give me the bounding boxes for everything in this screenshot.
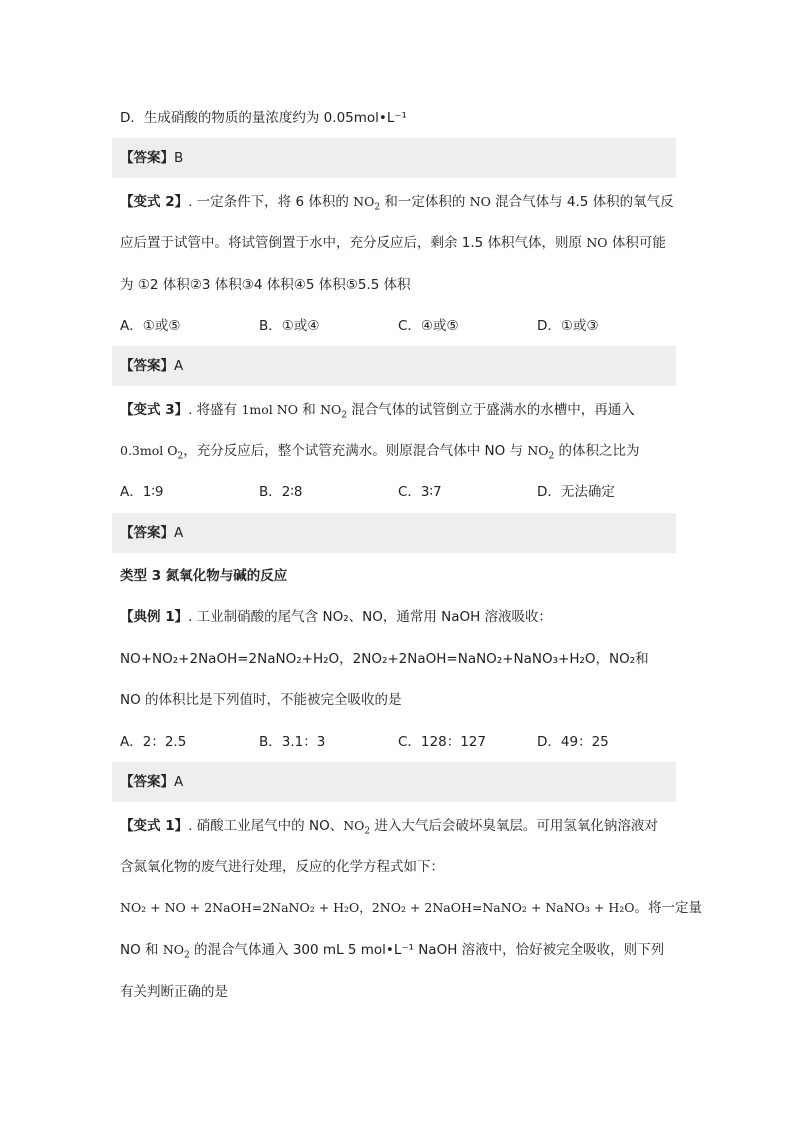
variant2-tag: 【变式 2】 [120, 194, 189, 210]
option-d: D．无法确定 [537, 484, 615, 500]
text: NO 和 [120, 942, 163, 958]
text: . 工业制硝酸的尾气含 NO₂、NO，通常用 NaOH 溶液吸收： [188, 609, 553, 625]
formula-mol: 1mol NO [241, 402, 298, 417]
option-b: B．3.1：3 [259, 734, 326, 750]
text: 和一定体积的 [380, 194, 470, 210]
option-c: C．128：127 [398, 734, 486, 750]
answer-tag: 【答案】 [120, 774, 174, 790]
answer-box-1 [112, 138, 676, 178]
text: ，充分反应后，整个试管充满水。则原混合气体中 NO 与 [183, 443, 528, 459]
formula-text: NO [162, 942, 184, 957]
option-d: D．49：25 [537, 734, 609, 750]
text: 应后置于试管中。将试管倒置于水中，充分反应后，剩余 1.5 体积气体，则原 [120, 235, 587, 251]
variant1-line3 [120, 898, 702, 918]
formula-text: 0.3mol O [120, 443, 178, 458]
answer-box-3 [112, 513, 676, 553]
option-c: C．④或⑤ [398, 318, 459, 334]
variant3-tag: 【变式 3】 [120, 402, 189, 418]
answer-value: A [174, 358, 184, 374]
option-d-line: D．生成硝酸的物质的量浓度约为 0.05mol•L⁻¹ [120, 110, 407, 126]
answer-value: A [174, 774, 184, 790]
option-a: A．1∶9 [120, 484, 164, 500]
variant3-line2 [120, 441, 640, 467]
variant1-line4 [120, 940, 664, 966]
section-heading: 类型 3 氮氧化物与碱的反应 [120, 568, 288, 584]
variant1-line5: 有关判断正确的是 [120, 984, 228, 1000]
variant2-line2 [120, 233, 666, 253]
text: . 将盛有 [188, 402, 242, 418]
example1-line1 [120, 607, 552, 627]
formula-text: NO [527, 443, 549, 458]
text: 混合气体的试管倒立于盛满水的水槽中，再通入 [346, 402, 635, 418]
text: 的混合气体通入 300 mL 5 mol•L⁻¹ NaOH 溶液中，恰好被完全吸收，则下列 [189, 942, 665, 958]
option-d: D．①或③ [537, 318, 599, 334]
answer-tag: 【答案】 [120, 358, 174, 374]
formula-no2: $NO_2$ [527, 443, 555, 462]
formula-o2: 0.3mol $O_2$ [120, 443, 184, 462]
formula-no2: $NO_2$ [320, 402, 347, 421]
formula-text: NO [353, 194, 375, 209]
text: 混合气体与 4.5 体积的氧气反 [490, 194, 674, 210]
text: 体积可能 [607, 235, 666, 251]
formula-text: NO [320, 402, 342, 417]
option-a: A．①或⑤ [120, 318, 181, 334]
answer-box-2 [112, 346, 676, 386]
option-c: C．3∶7 [398, 484, 442, 500]
equation: NO₂ + NO + 2NaOH=2NaNO₂ + H₂O，2NO₂ + 2NaOH=NaNO₂ + NaNO₃ + H₂O [120, 900, 635, 915]
variant1-tag: 【变式 1】 [120, 818, 189, 834]
text: 。将一定量 [634, 900, 703, 916]
variant1-line2: 含氮氧化物的废气进行处理，反应的化学方程式如下： [120, 859, 444, 875]
example1-tag: 【典例 1】 [120, 609, 189, 625]
text: 的体积之比为 [554, 443, 640, 459]
answer-box-4 [112, 762, 676, 802]
variant2-line1 [120, 192, 674, 218]
text: 和 [297, 402, 321, 418]
option-b: B．①或④ [259, 318, 320, 334]
answer-value: A [174, 525, 184, 541]
text: . 硝酸工业尾气中的 NO、 [188, 818, 344, 834]
text: 进入大气后会破坏臭氧层。可用氢氧化钠溶液对 [370, 818, 658, 834]
example1-line3: NO 的体积比是下列值时，不能被完全吸收的是 [120, 692, 402, 708]
answer-tag: 【答案】 [120, 150, 174, 166]
formula-no: NO [586, 235, 608, 250]
option-b: B．2∶8 [259, 484, 303, 500]
formula-text: NO [343, 818, 365, 833]
answer-value: B [174, 150, 184, 166]
variant1-line1 [120, 816, 658, 842]
formula-no2: $NO_2$ [162, 942, 190, 961]
formula-no2: $NO_2$ [343, 818, 371, 837]
answer-tag: 【答案】 [120, 525, 174, 541]
option-a: A．2：2.5 [120, 734, 187, 750]
formula-no: NO [469, 194, 491, 209]
variant3-line1 [120, 400, 635, 426]
example1-line2: NO+NO₂+2NaOH=2NaNO₂+H₂O，2NO₂+2NaOH=NaNO₂+NaNO₃+H₂O，NO₂和 [120, 651, 649, 667]
text: . 一定条件下，将 6 体积的 [188, 194, 354, 210]
formula-no2: $NO_2$ [353, 194, 381, 213]
variant2-line3: 为 ①2 体积②3 体积③4 体积④5 体积⑤5.5 体积 [120, 277, 411, 293]
